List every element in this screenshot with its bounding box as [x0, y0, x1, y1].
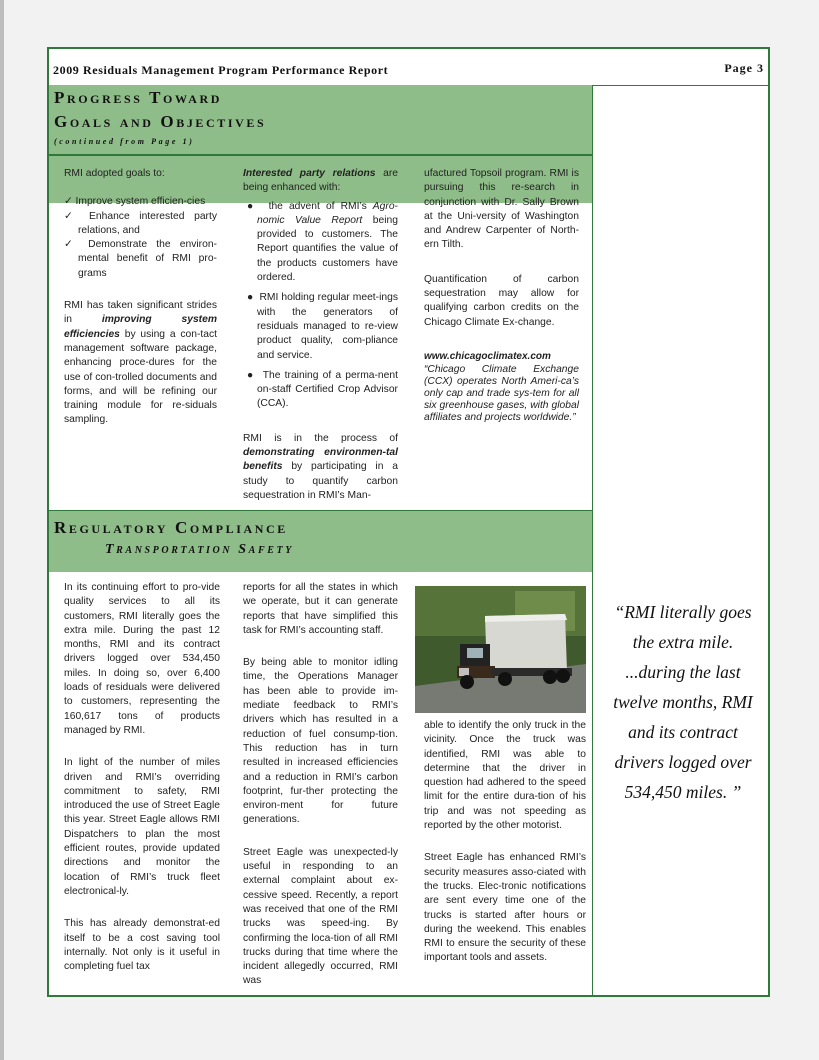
pull-quote-line: 534,450 miles. ”	[624, 782, 742, 802]
text-run: the advent of RMI’s	[268, 200, 373, 212]
miles-paragraph: In its continuing effort to pro-vide quality services to all its customers, RMI literally goes the extra mile. During the past 12 months, RMI and its contract drivers logged over 534,450 miles. In doing so, over 6,400 loads of residuals were delivered to customers, representing the 160,617 tons of products managed by RMI.	[64, 582, 220, 736]
section1-subtitle: (continued from Page 1)	[54, 137, 195, 146]
ccx-link[interactable]: www.chicagoclimatex.com	[424, 350, 551, 362]
emphasis-text: Interested party relations	[243, 168, 376, 179]
pull-quote	[604, 597, 762, 807]
list-item	[243, 200, 398, 286]
sidebar-divider	[592, 85, 593, 995]
section2-column-3	[424, 719, 586, 966]
goals-intro: RMI adopted goals to:	[64, 168, 165, 179]
list-item	[243, 291, 398, 362]
text-run: RMI is in the process of	[243, 432, 398, 444]
bullet-icon: ●	[247, 369, 255, 381]
section2-column-1	[64, 581, 220, 974]
goal-item	[64, 195, 217, 209]
goal-item	[64, 210, 217, 239]
left-edge-bar	[0, 0, 4, 1060]
report-title: 2009 Residuals Management Program Performance Report	[53, 63, 389, 77]
pull-quote-line: ...during the last	[625, 662, 741, 682]
speed-paragraph: able to identify the only truck in the vicinity. Once the truck was identified, RMI was able to determine that the driver in question had adhered to the speed limit for the entire dura-tion of his trip and was not speeding as reported by the other motorist.	[424, 720, 586, 832]
truck-photo-graphic	[415, 586, 586, 713]
pull-quote-line: “RMI literally goes	[614, 602, 752, 622]
italic-text: Agro-nomic Value Report	[257, 200, 398, 226]
pull-quote-line: and its contract	[628, 722, 738, 742]
emphasis-text: improving system efficiencies	[64, 314, 217, 340]
fuel-tax-paragraph: reports for all the states in which we operate, but it can generate reports that have simplified this task for RMI’s accounting staff.	[243, 582, 398, 636]
checkmark-icon: ✓	[64, 239, 79, 251]
checkmark-icon: ✓	[64, 210, 80, 222]
section1-column-2	[243, 167, 398, 503]
topsoil-paragraph: ufactured Topsoil program. RMI is pursuing this re-search in conjunction with Dr. Sally Brown at the Uni-versity of Washington and Andrew Carpenter of North-ern Tilth.	[424, 168, 579, 251]
goal-label: Enhance interested party relations, and	[78, 210, 217, 236]
relations-lead	[243, 167, 398, 196]
checkmark-icon: ✓	[64, 196, 73, 208]
page-header	[49, 49, 768, 86]
pull-quote-line: the extra mile.	[632, 632, 734, 652]
section2-title: Regulatory Compliance	[54, 518, 288, 537]
section2-column-2	[243, 581, 398, 989]
bullet-icon: ●	[247, 200, 257, 212]
truck-photo	[415, 586, 586, 713]
section1-column-3	[424, 167, 579, 424]
emphasis-text: demonstrating environmen-tal benefits	[243, 447, 398, 473]
list-item	[243, 369, 398, 412]
goal-label: Demonstrate the environ-mental benefit of RMI pro-grams	[78, 239, 217, 279]
efficiency-paragraph	[64, 299, 217, 428]
section1-title-line2: Goals and Objectives	[54, 112, 267, 131]
report-page	[47, 47, 770, 997]
carbon-paragraph: Quantification of carbon sequestration may allow for qualifying carbon credits on the Chicago Climate Ex-change.	[424, 273, 579, 328]
street-eagle-paragraph: In light of the number of miles driven and RMI’s overriding commitment to safety, RMI introduced the use of Street Eagle this year. Street Eagle allows RMI Dispatchers to plan the most efficient routes, provide updated directions and monitor the location of RMI’s truck fleet electronical-ly.	[64, 757, 220, 897]
bullet-icon: ●	[247, 292, 254, 304]
pull-quote-line: drivers logged over	[614, 752, 752, 772]
environment-paragraph	[243, 432, 398, 503]
idling-paragraph: By being able to monitor idling time, the Operations Manager has been able to provide im-mediate feedback to RMI’s drivers which has resulted in a reduction of fuel consump-tion. This reduction has in turn resulted in increased efficiencies and a reduction in RMI’s carbon footprint, fur-ther protecting the environ-ment for future generations.	[243, 657, 398, 826]
security-paragraph: Street Eagle has enhanced RMI’s security measures asso-ciated with the trucks. Elec-tronic notifications are sent every time one of the trucks is started after hours or during the weekend. This enables RMI to ensure the security of these important tools and assets.	[424, 852, 586, 964]
page-number: Page 3	[724, 61, 764, 75]
text-run: by participating in a study to quantify carbon sequestration in RMI’s Man-	[243, 461, 398, 501]
text-run: RMI has taken significant strides in	[64, 300, 217, 326]
section1-title-line1: Progress Toward	[54, 88, 223, 107]
section1-column-1	[64, 167, 217, 428]
cost-saving-paragraph: This has already demonstrat-ed itself to be a cost saving tool internally. Not only is it useful in completing fuel tax	[64, 918, 220, 973]
complaint-paragraph: Street Eagle was unexpected-ly useful in responding to an external complaint about ex-cessive speed. Recently, a report was received that one of the RMI trucks was speed-ing. By confirming the loca-tion of all RMI trucks during that time where the incident allegedly occurred, RMI was	[243, 846, 398, 987]
goal-label: Improve system efficien-cies	[75, 196, 206, 208]
goal-item	[64, 238, 217, 281]
text-run: by using a con-tact management software package, enhancing proce-dures for the use of con-trolled documents and forms, and will be refining our training module for re-siduals sampling.	[64, 328, 217, 426]
section1-rule	[49, 154, 592, 156]
text-run: The training of a perma-nent on-staff Certified Crop Advisor (CCA).	[257, 369, 398, 410]
ccx-quote: “Chicago Climate Exchange (CCX) operates North Ameri-ca’s only cap and trade sys-tem for all six greenhouse gases, with global affiliates and projects worldwide.”	[424, 364, 579, 424]
text-run: are being enhanced with:	[243, 168, 398, 194]
pull-quote-line: twelve months, RMI	[613, 692, 753, 712]
text-run: being provided to customers. The Report quantifies the value of the products customers have ordered.	[257, 214, 398, 284]
section2-subtitle: Transportation Safety	[105, 542, 294, 557]
text-run: RMI holding regular meet-ings with the generators of residuals managed to re-view product quality, com-pliance and service.	[257, 292, 398, 361]
